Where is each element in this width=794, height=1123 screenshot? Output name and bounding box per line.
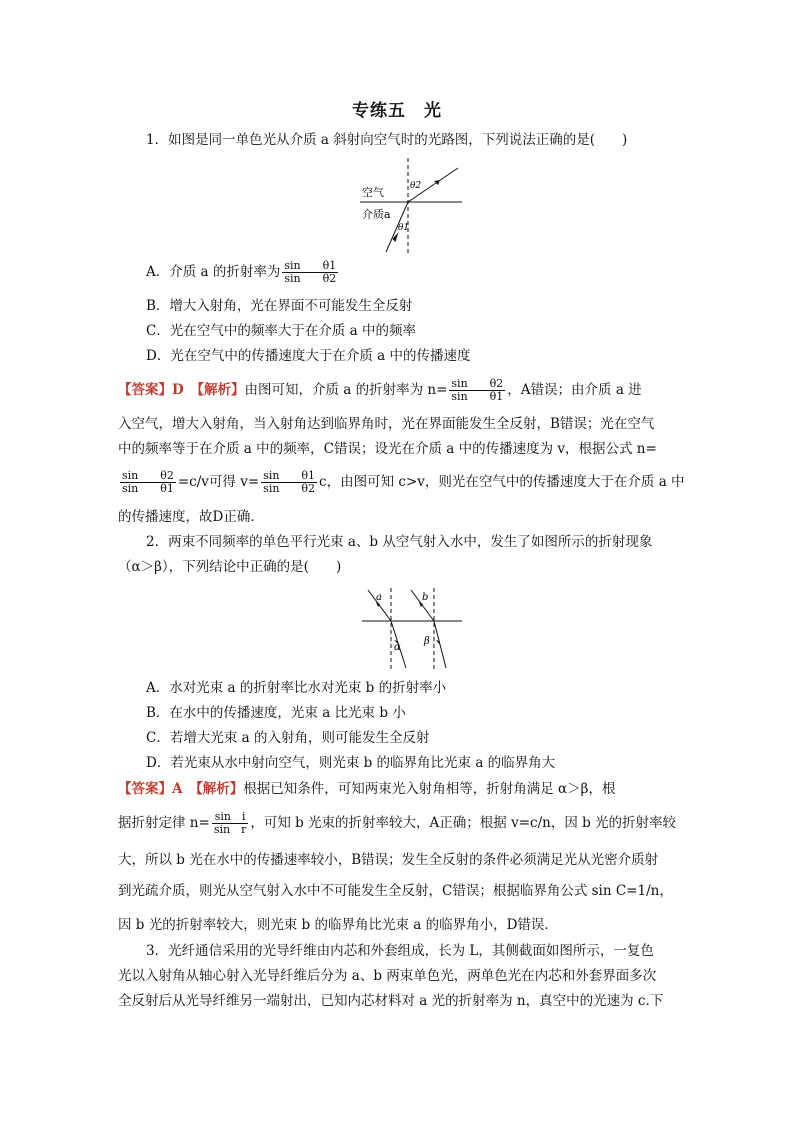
q1-label-theta2: θ2 <box>410 181 422 191</box>
q1-option-a-text: A．介质 a 的折射率为 <box>146 264 281 280</box>
fraction-denominator: sin θ2 <box>263 482 316 495</box>
q1-answer-text: ，A错误；由介质 a 进 <box>507 382 642 398</box>
fraction-denominator: sin r <box>213 823 247 836</box>
q2-answer-text: 据折射定律 n= <box>118 815 210 831</box>
q3-line3: 全反射后从光导纤维另一端射出，已知内芯材料对 a 光的折射率为 n，真空中的光速为 c.下 <box>118 993 664 1009</box>
q1-answer-line5: 的传播速度，故D正确． <box>118 509 264 525</box>
q1-figure <box>358 156 464 256</box>
q1-answer-fraction <box>449 378 505 403</box>
fraction-numerator: sin θ2 <box>451 377 504 390</box>
q1-answer-line1 <box>118 378 678 403</box>
q2-answer-tag: 【答案】A 【解析】 <box>118 781 244 797</box>
q1-answer-tag: 【答案】D 【解析】 <box>118 382 245 398</box>
q2-option-a: A．水对光束 a 的折射率比水对光束 b 的折射率小 <box>146 680 447 696</box>
q1-option-a <box>146 260 706 285</box>
q1-answer-text: 可得 v= <box>208 474 260 490</box>
q2-label-beta: β <box>424 636 430 647</box>
q2-option-c: C．若增大光束 a 的入射角，则可能发生全反射 <box>146 730 430 746</box>
q1-answer-text: 由图可知，介质 a 的折射率为 n= <box>244 382 448 398</box>
q1-answer-line4 <box>118 469 685 495</box>
q2-label-b: b <box>422 592 429 603</box>
q2-label-a: a <box>376 592 382 603</box>
q2-stem-line1: 2．两束不同频率的单色平行光束 a、b 从空气射入水中，发生了如图所示的折射现象 <box>146 534 653 550</box>
q2-figure <box>360 586 464 672</box>
q2-answer-line1 <box>118 777 678 801</box>
fraction-denominator: sin θ1 <box>122 482 174 495</box>
fraction-denominator: sin θ2 <box>284 272 337 285</box>
q2-answer-fraction <box>212 811 249 836</box>
q2-answer-line4: 到光疏介质，则光从空气射入水中不可能发生全反射，C错误；根据临界角公式 sin C=1/n， <box>118 883 673 899</box>
q3-line1: 3．光纤通信采用的光导纤维由内芯和外套组成，长为 L，其侧截面如图所示，一复色 <box>146 943 654 959</box>
fraction-numerator: sin i <box>212 811 249 824</box>
q2-option-d: D．若光束从水中射向空气，则光束 b 的临界角比光束 a 的临界角大 <box>146 755 556 771</box>
q2-label-alpha: α <box>394 642 401 653</box>
q2-stem-line2: （α＞β），下列结论中正确的是( ) <box>118 559 342 575</box>
q1-answer-line2: 入空气，增大入射角，当入射角达到临界角时，光在界面能发生全反射，B错误；光在空气 <box>118 416 655 432</box>
q2-answer-line5: 因 b 光的折射率较大，则光束 b 的临界角比光束 a 的临界角小，D错误． <box>118 917 558 933</box>
q1-option-d: D．光在空气中的传播速度大于在介质 a 中的传播速度 <box>146 348 471 364</box>
page-title: 专练五 光 <box>352 101 442 121</box>
fraction-numerator: sin θ1 <box>284 259 337 272</box>
q1-label-medium: 介质a <box>362 208 391 221</box>
q2-answer-text: ，可知 b 光束的折射率较大，A正确；根据 v=c/n，因 b 光的折射率较 <box>250 815 677 831</box>
q1-answer-text: =c/v <box>177 474 209 490</box>
q1-answer-text: c，由图可知 c>v，则光在空气中的传播速度大于在介质 a 中 <box>319 474 685 490</box>
q2-option-b: B．在水中的传播速度，光束 a 比光束 b 小 <box>146 705 406 721</box>
q3-line2: 光以入射角从轴心射入光导纤维后分为 a、b 两束单色光，两单色光在内芯和外套界面多次 <box>118 968 657 984</box>
fraction-numerator: sin θ1 <box>263 469 316 482</box>
q2-answer-line3: 大，所以 b 光在水中的传播速率较小，B错误；发生全反射的条件必须满足光从光密介质射 <box>118 852 659 868</box>
fraction-denominator: sin θ1 <box>451 390 504 403</box>
q1-label-theta1: θ1 <box>398 223 410 233</box>
fraction-numerator: sin θ2 <box>122 469 174 482</box>
q2-answer-text: 根据已知条件，可知两束光入射角相等，折射角满足 α＞β，根 <box>243 781 616 797</box>
q1-answer-fraction <box>120 470 176 495</box>
q2-answer-line2 <box>118 811 678 836</box>
q1-option-c: C．光在空气中的频率大于在介质 a 中的频率 <box>146 323 416 339</box>
q1-answer-line3: 中的频率等于在介质 a 中的频率，C错误；设光在介质 a 中的传播速度为 v，根据公式 n= <box>118 441 657 457</box>
q1-option-b: B．增大入射角，光在界面不可能发生全反射 <box>146 298 413 314</box>
q1-answer-fraction <box>261 470 317 495</box>
q1-option-a-fraction <box>282 260 338 285</box>
q1-label-air: 空气 <box>362 186 384 199</box>
q1-stem: 1．如图是同一单色光从介质 a 斜射向空气时的光路图，下列说法正确的是( ) <box>146 132 628 148</box>
